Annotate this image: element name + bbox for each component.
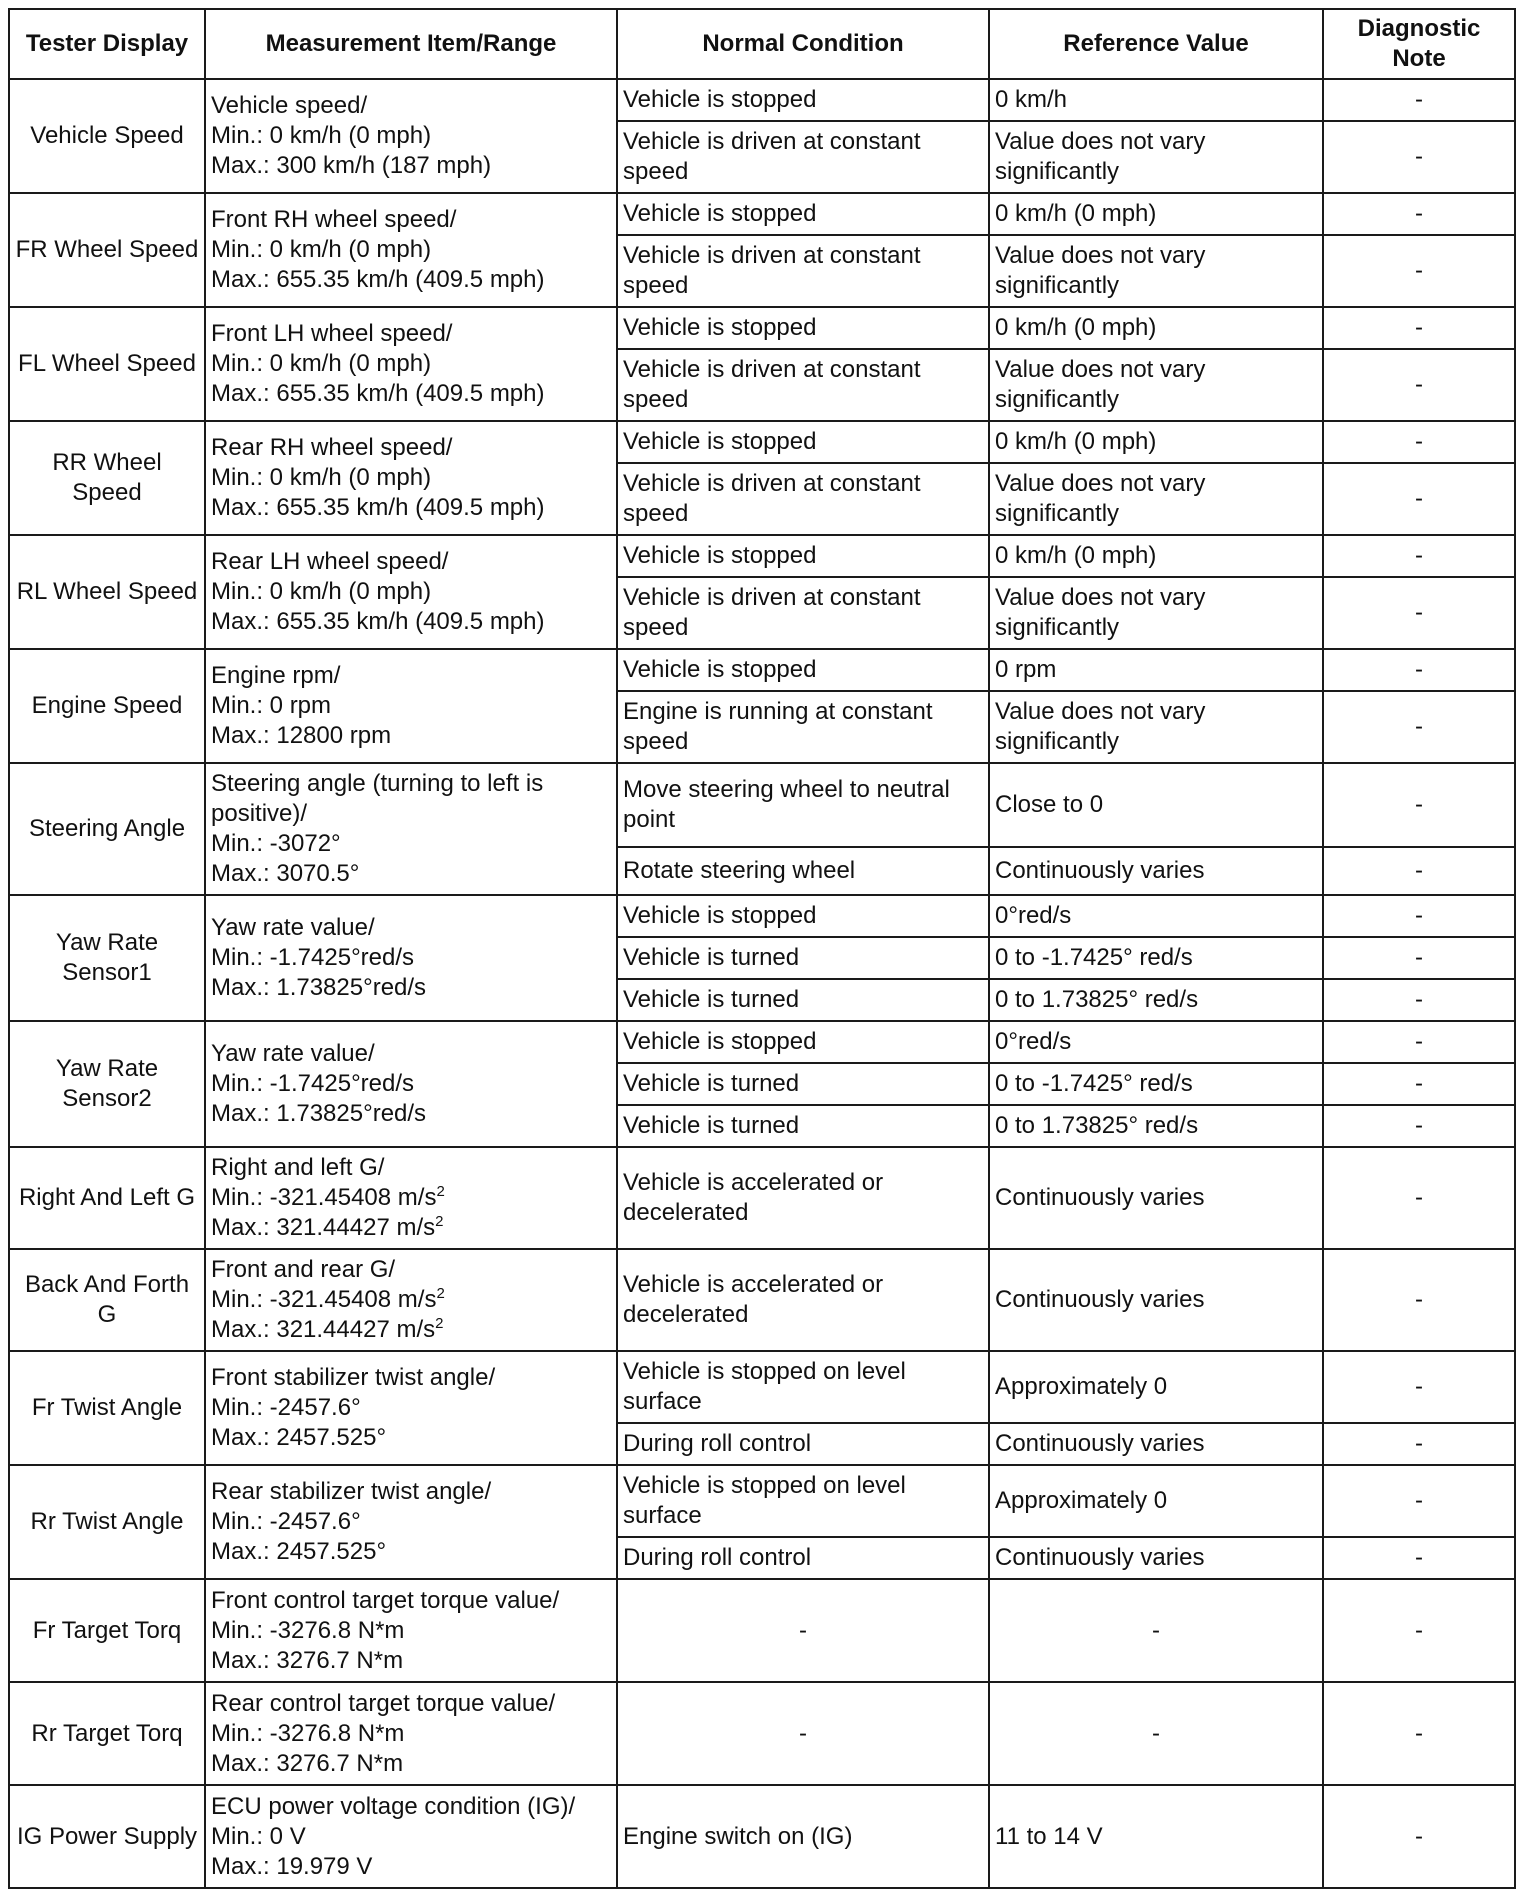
reference-value-cell: Value does not vary significantly	[989, 577, 1323, 649]
measurement-item-line	[211, 1792, 611, 1822]
diagnostic-note-cell: -	[1323, 307, 1515, 349]
table-row	[9, 535, 1515, 577]
table-row	[9, 421, 1515, 463]
measurement-item-text: Min.: 0 V	[211, 1822, 306, 1850]
diagnostic-note-cell: -	[1323, 1351, 1515, 1423]
unit-exponent: 2	[436, 1285, 445, 1302]
tester-display-cell: FL Wheel Speed	[9, 307, 205, 421]
normal-condition-cell: Move steering wheel to neutral point	[617, 763, 989, 847]
measurement-item-line	[211, 1537, 611, 1567]
measurement-item-text: Min.: -321.45408 m/s	[211, 1286, 437, 1313]
measurement-item-text: Max.: 1.73825°red/s	[211, 1100, 427, 1127]
reference-value-cell: Approximately 0	[989, 1465, 1323, 1537]
normal-condition-cell: Vehicle is turned	[617, 1063, 989, 1105]
diagnostic-note-cell: -	[1323, 1021, 1515, 1063]
diagnostic-note-cell: -	[1323, 847, 1515, 895]
normal-condition-cell: Vehicle is stopped	[617, 1021, 989, 1063]
diagnostic-note-cell: -	[1323, 535, 1515, 577]
normal-condition-cell: Vehicle is driven at constant speed	[617, 121, 989, 193]
measurement-item-text: Min.: 0 km/h (0 mph)	[211, 578, 432, 605]
diagnostic-note-cell: -	[1323, 1063, 1515, 1105]
reference-value-cell: Continuously varies	[989, 847, 1323, 895]
tester-display-cell: Yaw Rate Sensor1	[9, 895, 205, 1021]
measurement-item-line	[211, 1507, 611, 1537]
diagnostic-note-cell: -	[1323, 235, 1515, 307]
measurement-item-line	[211, 1285, 611, 1315]
header-diagnostic-note: Diagnostic Note	[1323, 9, 1515, 79]
reference-value-cell: 0 to 1.73825° red/s	[989, 1105, 1323, 1147]
normal-condition-cell: Vehicle is stopped	[617, 79, 989, 121]
normal-condition-cell: Vehicle is turned	[617, 937, 989, 979]
normal-condition-cell: Vehicle is stopped on level surface	[617, 1351, 989, 1423]
normal-condition-cell: Vehicle is driven at constant speed	[617, 349, 989, 421]
measurement-item-text: Min.: -1.7425°red/s	[211, 1070, 415, 1097]
measurement-item-text: Steering angle (turning to left is positive)/	[211, 770, 544, 827]
measurement-item-line	[211, 265, 611, 295]
diagnostic-note-cell: -	[1323, 763, 1515, 847]
measurement-item-line	[211, 235, 611, 265]
tester-display-cell: Fr Twist Angle	[9, 1351, 205, 1465]
measurement-item-text: Min.: -1.7425°red/s	[211, 944, 415, 971]
reference-value-cell: 0 to 1.73825° red/s	[989, 979, 1323, 1021]
measurement-item-line	[211, 1039, 611, 1069]
diagnostic-note-cell: -	[1323, 349, 1515, 421]
measurement-item-text: Min.: -3072°	[211, 830, 341, 857]
table-row	[9, 307, 1515, 349]
measurement-item-line	[211, 1616, 611, 1646]
measurement-item-text: Rear RH wheel speed/	[211, 434, 453, 461]
measurement-item-line	[211, 547, 611, 577]
tester-display-cell: Yaw Rate Sensor2	[9, 1021, 205, 1147]
measurement-item-line	[211, 91, 611, 121]
unit-exponent: 2	[435, 1213, 444, 1230]
reference-value-cell: 0 rpm	[989, 649, 1323, 691]
measurement-item-text: Max.: 3070.5°	[211, 860, 360, 887]
measurement-item-text: Min.: 0 km/h (0 mph)	[211, 464, 432, 491]
measurement-item-text: Min.: -3276.8 N*m	[211, 1719, 405, 1747]
unit-exponent: 2	[436, 1183, 445, 1200]
measurement-item-cell	[205, 1682, 617, 1785]
normal-condition-cell: Vehicle is turned	[617, 1105, 989, 1147]
diagnostic-note-cell: -	[1323, 1785, 1515, 1888]
diagnostic-note-cell: -	[1323, 193, 1515, 235]
measurement-item-line	[211, 1423, 611, 1453]
measurement-item-cell	[205, 307, 617, 421]
diagnostic-note-cell: -	[1323, 1105, 1515, 1147]
measurement-item-line	[211, 433, 611, 463]
diagnostic-note-cell: -	[1323, 937, 1515, 979]
reference-value-cell: Continuously varies	[989, 1147, 1323, 1249]
normal-condition-cell: Vehicle is stopped on level surface	[617, 1465, 989, 1537]
reference-value-cell: 0°red/s	[989, 895, 1323, 937]
normal-condition-cell: Vehicle is accelerated or decelerated	[617, 1147, 989, 1249]
measurement-item-text: Front control target torque value/	[211, 1586, 560, 1614]
reference-value-cell: Value does not vary significantly	[989, 463, 1323, 535]
measurement-item-line	[211, 1749, 611, 1779]
reference-value-cell: 0 to -1.7425° red/s	[989, 1063, 1323, 1105]
reference-value-cell: Value does not vary significantly	[989, 691, 1323, 763]
table-row	[9, 1147, 1515, 1249]
measurement-item-line	[211, 829, 611, 859]
table-row	[9, 1249, 1515, 1351]
measurement-item-line	[211, 1477, 611, 1507]
measurement-item-text: Max.: 300 km/h (187 mph)	[211, 152, 492, 179]
measurement-item-cell	[205, 895, 617, 1021]
normal-condition-cell: Vehicle is driven at constant speed	[617, 235, 989, 307]
measurement-item-text: Max.: 3276.7 N*m	[211, 1646, 404, 1674]
data-list-table	[8, 8, 1516, 1889]
header-reference-value: Reference Value	[989, 9, 1323, 79]
measurement-item-text: Max.: 321.44427 m/s	[211, 1214, 436, 1241]
measurement-item-line	[211, 721, 611, 751]
measurement-item-text: Max.: 655.35 km/h (409.5 mph)	[211, 380, 545, 407]
measurement-item-cell	[205, 763, 617, 895]
measurement-item-cell	[205, 1351, 617, 1465]
measurement-item-cell	[205, 193, 617, 307]
diagnostic-note-cell: -	[1323, 121, 1515, 193]
measurement-item-text: ECU power voltage condition (IG)/	[211, 1792, 576, 1820]
header-normal-condition: Normal Condition	[617, 9, 989, 79]
reference-value-cell: 0 km/h (0 mph)	[989, 193, 1323, 235]
table-row	[9, 1351, 1515, 1423]
measurement-item-line	[211, 859, 611, 889]
normal-condition-cell: During roll control	[617, 1537, 989, 1579]
measurement-item-text: Yaw rate value/	[211, 1040, 375, 1067]
measurement-item-cell	[205, 79, 617, 193]
measurement-item-cell	[205, 1465, 617, 1579]
measurement-item-line	[211, 1315, 611, 1345]
measurement-item-line	[211, 379, 611, 409]
measurement-item-text: Right and left G/	[211, 1154, 385, 1181]
normal-condition-cell: Vehicle is accelerated or decelerated	[617, 1249, 989, 1351]
tester-display-cell: Rr Twist Angle	[9, 1465, 205, 1579]
normal-condition-cell: Vehicle is stopped	[617, 193, 989, 235]
measurement-item-cell	[205, 649, 617, 763]
reference-value-cell: 11 to 14 V	[989, 1785, 1323, 1888]
tester-display-cell: IG Power Supply	[9, 1785, 205, 1888]
table-row	[9, 193, 1515, 235]
diagnostic-note-cell: -	[1323, 1537, 1515, 1579]
measurement-item-line	[211, 493, 611, 523]
normal-condition-cell: Vehicle is driven at constant speed	[617, 577, 989, 649]
measurement-item-text: Rear LH wheel speed/	[211, 548, 449, 575]
diagnostic-note-cell: -	[1323, 895, 1515, 937]
table-row	[9, 1465, 1515, 1537]
measurement-item-text: Min.: -2457.6°	[211, 1508, 361, 1535]
tester-display-cell: Right And Left G	[9, 1147, 205, 1249]
tester-display-cell: FR Wheel Speed	[9, 193, 205, 307]
normal-condition-cell: Engine is running at constant speed	[617, 691, 989, 763]
measurement-item-text: Max.: 2457.525°	[211, 1424, 387, 1451]
normal-condition-cell: During roll control	[617, 1423, 989, 1465]
measurement-item-text: Min.: 0 km/h (0 mph)	[211, 236, 432, 263]
diagnostic-note-cell: -	[1323, 577, 1515, 649]
measurement-item-line	[211, 151, 611, 181]
normal-condition-cell: -	[617, 1682, 989, 1785]
reference-value-cell: Close to 0	[989, 763, 1323, 847]
measurement-item-line	[211, 1363, 611, 1393]
measurement-item-text: Front stabilizer twist angle/	[211, 1364, 496, 1391]
unit-exponent: 2	[435, 1315, 444, 1332]
data-list-sheet	[8, 8, 1514, 1889]
measurement-item-line	[211, 349, 611, 379]
measurement-item-text: Min.: -3276.8 N*m	[211, 1616, 405, 1644]
measurement-item-text: Front and rear G/	[211, 1256, 396, 1283]
normal-condition-cell: Vehicle is driven at constant speed	[617, 463, 989, 535]
measurement-item-text: Max.: 655.35 km/h (409.5 mph)	[211, 608, 545, 635]
measurement-item-line	[211, 943, 611, 973]
measurement-item-text: Front RH wheel speed/	[211, 206, 457, 233]
diagnostic-note-cell: -	[1323, 1147, 1515, 1249]
measurement-item-line	[211, 1255, 611, 1285]
measurement-item-line	[211, 1852, 611, 1882]
measurement-item-cell	[205, 1785, 617, 1888]
measurement-item-text: Engine rpm/	[211, 662, 341, 689]
measurement-item-line	[211, 1689, 611, 1719]
measurement-item-line	[211, 1646, 611, 1676]
normal-condition-cell: Rotate steering wheel	[617, 847, 989, 895]
measurement-item-text: Max.: 2457.525°	[211, 1538, 387, 1565]
tester-display-cell: Back And Forth G	[9, 1249, 205, 1351]
measurement-item-cell	[205, 1579, 617, 1682]
tester-display-cell: RL Wheel Speed	[9, 535, 205, 649]
tester-display-cell: RR Wheel Speed	[9, 421, 205, 535]
table-row	[9, 763, 1515, 847]
measurement-item-cell	[205, 1249, 617, 1351]
reference-value-cell: 0 to -1.7425° red/s	[989, 937, 1323, 979]
measurement-item-text: Min.: -2457.6°	[211, 1394, 361, 1421]
reference-value-cell: -	[989, 1682, 1323, 1785]
tester-display-cell: Engine Speed	[9, 649, 205, 763]
reference-value-cell: 0 km/h (0 mph)	[989, 421, 1323, 463]
table-row	[9, 1682, 1515, 1785]
measurement-item-line	[211, 661, 611, 691]
reference-value-cell: Approximately 0	[989, 1351, 1323, 1423]
reference-value-cell: 0 km/h	[989, 79, 1323, 121]
tester-display-cell: Rr Target Torq	[9, 1682, 205, 1785]
diagnostic-note-cell: -	[1323, 463, 1515, 535]
measurement-item-line	[211, 121, 611, 151]
measurement-item-text: Min.: 0 km/h (0 mph)	[211, 122, 432, 149]
measurement-item-cell	[205, 1021, 617, 1147]
header-measurement-item: Measurement Item/Range	[205, 9, 617, 79]
table-row	[9, 895, 1515, 937]
measurement-item-line	[211, 607, 611, 637]
measurement-item-text: Max.: 12800 rpm	[211, 722, 392, 749]
header-tester-display: Tester Display	[9, 9, 205, 79]
table-body	[9, 79, 1515, 1888]
reference-value-cell: 0 km/h (0 mph)	[989, 535, 1323, 577]
measurement-item-line	[211, 463, 611, 493]
reference-value-cell: Value does not vary significantly	[989, 349, 1323, 421]
measurement-item-line	[211, 1153, 611, 1183]
measurement-item-line	[211, 1586, 611, 1616]
measurement-item-text: Min.: 0 km/h (0 mph)	[211, 350, 432, 377]
measurement-item-text: Min.: 0 rpm	[211, 692, 332, 719]
measurement-item-line	[211, 769, 611, 829]
diagnostic-note-cell: -	[1323, 421, 1515, 463]
tester-display-cell: Fr Target Torq	[9, 1579, 205, 1682]
measurement-item-line	[211, 319, 611, 349]
measurement-item-cell	[205, 1147, 617, 1249]
normal-condition-cell: Vehicle is stopped	[617, 895, 989, 937]
table-row	[9, 1579, 1515, 1682]
diagnostic-note-cell: -	[1323, 1579, 1515, 1682]
diagnostic-note-cell: -	[1323, 1682, 1515, 1785]
measurement-item-line	[211, 1069, 611, 1099]
reference-value-cell: Continuously varies	[989, 1537, 1323, 1579]
measurement-item-text: Max.: 19.979 V	[211, 1852, 373, 1880]
measurement-item-text: Max.: 321.44427 m/s	[211, 1316, 436, 1343]
measurement-item-cell	[205, 421, 617, 535]
measurement-item-line	[211, 1719, 611, 1749]
tester-display-cell: Vehicle Speed	[9, 79, 205, 193]
reference-value-cell: 0 km/h (0 mph)	[989, 307, 1323, 349]
reference-value-cell: Value does not vary significantly	[989, 121, 1323, 193]
header-row	[9, 9, 1515, 79]
table-row	[9, 649, 1515, 691]
measurement-item-cell	[205, 535, 617, 649]
measurement-item-line	[211, 691, 611, 721]
reference-value-cell: Continuously varies	[989, 1249, 1323, 1351]
reference-value-cell: 0°red/s	[989, 1021, 1323, 1063]
measurement-item-line	[211, 1393, 611, 1423]
normal-condition-cell: -	[617, 1579, 989, 1682]
measurement-item-line	[211, 1183, 611, 1213]
measurement-item-text: Rear stabilizer twist angle/	[211, 1478, 492, 1505]
normal-condition-cell: Vehicle is stopped	[617, 649, 989, 691]
diagnostic-note-cell: -	[1323, 79, 1515, 121]
reference-value-cell: -	[989, 1579, 1323, 1682]
normal-condition-cell: Vehicle is stopped	[617, 307, 989, 349]
measurement-item-line	[211, 577, 611, 607]
measurement-item-text: Front LH wheel speed/	[211, 320, 453, 347]
measurement-item-line	[211, 1822, 611, 1852]
measurement-item-text: Max.: 655.35 km/h (409.5 mph)	[211, 266, 545, 293]
measurement-item-line	[211, 205, 611, 235]
measurement-item-text: Max.: 655.35 km/h (409.5 mph)	[211, 494, 545, 521]
diagnostic-note-cell: -	[1323, 649, 1515, 691]
diagnostic-note-cell: -	[1323, 1465, 1515, 1537]
diagnostic-note-cell: -	[1323, 1423, 1515, 1465]
table-row	[9, 1785, 1515, 1888]
diagnostic-note-cell: -	[1323, 691, 1515, 763]
measurement-item-text: Max.: 1.73825°red/s	[211, 974, 427, 1001]
table-row	[9, 79, 1515, 121]
measurement-item-text: Min.: -321.45408 m/s	[211, 1184, 437, 1211]
table-row	[9, 1021, 1515, 1063]
normal-condition-cell: Vehicle is stopped	[617, 421, 989, 463]
diagnostic-note-cell: -	[1323, 979, 1515, 1021]
reference-value-cell: Continuously varies	[989, 1423, 1323, 1465]
reference-value-cell: Value does not vary significantly	[989, 235, 1323, 307]
measurement-item-line	[211, 973, 611, 1003]
measurement-item-line	[211, 913, 611, 943]
measurement-item-text: Rear control target torque value/	[211, 1689, 556, 1717]
measurement-item-line	[211, 1099, 611, 1129]
measurement-item-text: Vehicle speed/	[211, 92, 368, 119]
measurement-item-line	[211, 1213, 611, 1243]
tester-display-cell: Steering Angle	[9, 763, 205, 895]
normal-condition-cell: Vehicle is turned	[617, 979, 989, 1021]
measurement-item-text: Yaw rate value/	[211, 914, 375, 941]
measurement-item-text: Max.: 3276.7 N*m	[211, 1749, 404, 1777]
normal-condition-cell: Vehicle is stopped	[617, 535, 989, 577]
diagnostic-note-cell: -	[1323, 1249, 1515, 1351]
normal-condition-cell: Engine switch on (IG)	[617, 1785, 989, 1888]
